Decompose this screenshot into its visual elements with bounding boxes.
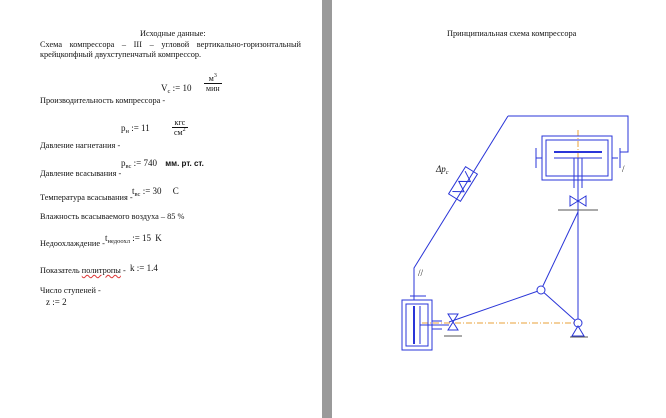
document-page-right bbox=[332, 0, 666, 418]
undercool-label: Недоохлаждение - bbox=[40, 239, 105, 248]
polytrope-label bbox=[40, 266, 126, 276]
capacity-unit bbox=[204, 74, 222, 93]
capacity-label: Производительность компрессора - bbox=[40, 96, 166, 105]
crank-rod bbox=[541, 290, 578, 323]
horizontal-rod bbox=[449, 290, 541, 322]
discharge-unit bbox=[172, 118, 188, 137]
suction-expression bbox=[121, 158, 204, 168]
suction-unit: мм. рт. ст. bbox=[165, 159, 204, 168]
label-stage-1: / bbox=[622, 164, 625, 174]
temp-unit: C bbox=[172, 186, 179, 196]
discharge-unit-num: кгс bbox=[172, 118, 188, 128]
humidity-line: Влажность всасываемого воздуха – 85 % bbox=[40, 212, 185, 221]
capacity-unit-num: м bbox=[208, 74, 214, 83]
capacity-expression bbox=[161, 83, 191, 93]
undercool-unit: K bbox=[155, 233, 162, 243]
label-dp: $\Delta p_c$ bbox=[436, 164, 449, 176]
discharge-sub: н bbox=[125, 128, 129, 135]
crank-joint bbox=[537, 286, 545, 294]
discharge-expression bbox=[121, 123, 150, 133]
discharge-value: := 11 bbox=[131, 123, 150, 133]
undercool-value: := 15 bbox=[132, 233, 152, 243]
discharge-label: Давление нагнетания - bbox=[40, 141, 121, 150]
temp-label: Температура всасывания - bbox=[40, 193, 133, 202]
intercooler bbox=[449, 167, 478, 202]
suction-symbol: p bbox=[121, 158, 126, 168]
discharge-unit-sup: 2 bbox=[182, 127, 186, 133]
suction-label: Давление всасывания - bbox=[40, 169, 122, 178]
temp-value: := 30 bbox=[142, 186, 162, 196]
undercool-expression bbox=[105, 233, 162, 243]
stages-label: Число ступеней - bbox=[40, 286, 101, 295]
discharge-pipe bbox=[508, 116, 628, 152]
cylinder-stage-2 bbox=[536, 136, 620, 210]
polytrope-label-a: Показатель bbox=[40, 266, 82, 275]
undercool-symbol: t bbox=[105, 233, 108, 243]
diagram-title: Принципиальная схема компрессора bbox=[447, 29, 577, 38]
capacity-sub: с bbox=[167, 88, 171, 95]
label-stage-2: // bbox=[418, 268, 424, 278]
heading: Исходные данные: bbox=[140, 29, 206, 38]
capacity-unit-den: мин bbox=[206, 84, 220, 93]
document-page-left bbox=[0, 0, 322, 418]
scheme-line-1: Схема компрессора – III – угловой вертикально-горизонтальный bbox=[40, 40, 301, 49]
suction-value: := 740 bbox=[133, 158, 157, 168]
suction-sub: вс bbox=[125, 163, 132, 170]
stages-expression: z := 2 bbox=[46, 297, 67, 307]
polytrope-label-b: политропы bbox=[81, 266, 121, 275]
polytrope-label-c: - bbox=[120, 266, 126, 275]
temp-expression bbox=[132, 186, 179, 196]
scheme-line-2: крейцкопфный двухступенчатый компрессор. bbox=[40, 50, 202, 59]
temp-symbol: t bbox=[132, 186, 135, 196]
polytrope-expression: k := 1.4 bbox=[130, 263, 158, 273]
compressor-schematic bbox=[332, 0, 666, 418]
discharge-symbol: p bbox=[121, 123, 126, 133]
undercool-sub: недоохл bbox=[107, 238, 130, 245]
upper-link bbox=[541, 212, 578, 290]
capacity-symbol: V bbox=[161, 83, 168, 93]
discharge-unit-den: см bbox=[174, 128, 183, 137]
temp-sub: вс bbox=[134, 191, 141, 198]
capacity-value: := 10 bbox=[172, 83, 192, 93]
capacity-unit-sup: 3 bbox=[213, 73, 217, 79]
intercooler-pipe bbox=[414, 116, 508, 300]
